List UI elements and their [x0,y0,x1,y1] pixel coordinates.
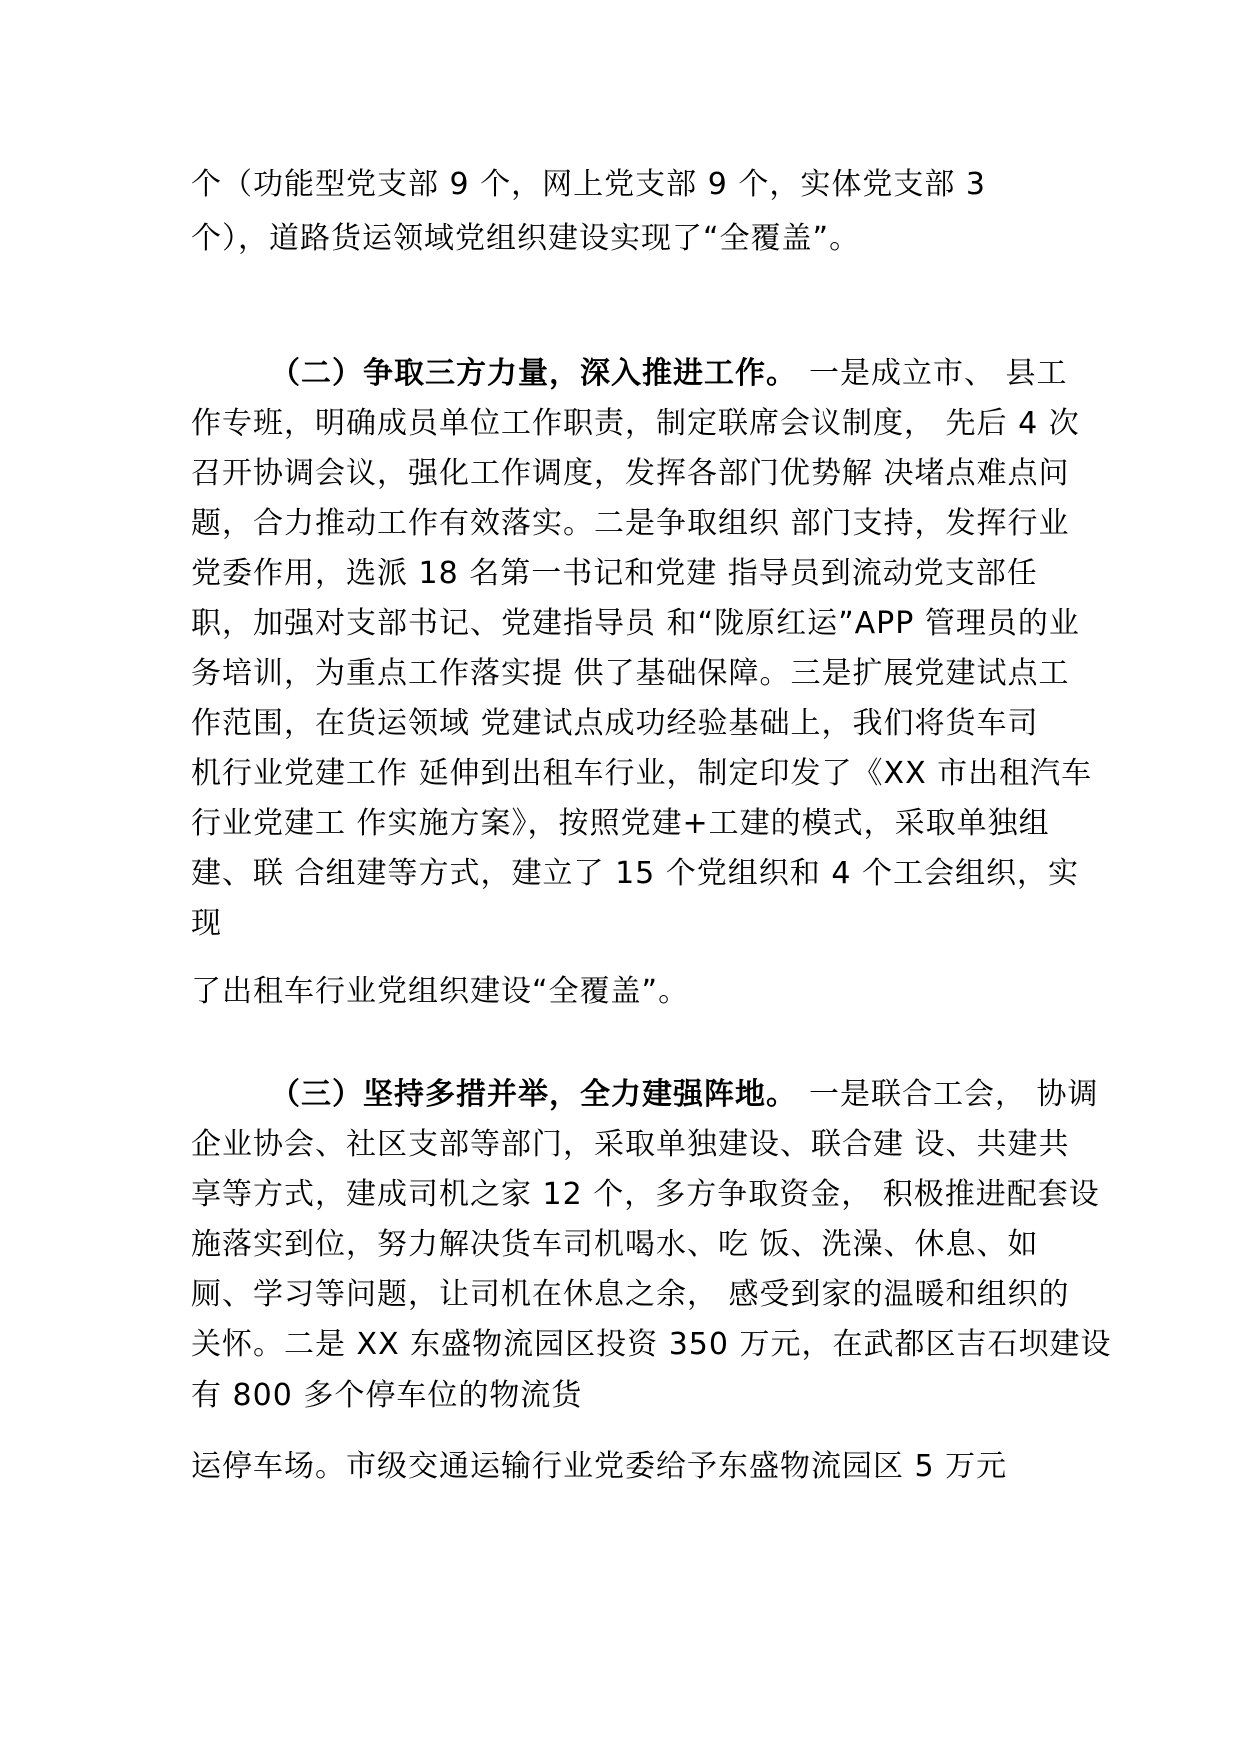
section-heading: （二）争取三方力量，深入推进工作。 [270,356,797,391]
text-line: 党委作用，选派 18 名第一书记和党建 指导员到流动党支部任 [191,556,1038,591]
text-line: 运停车场。市级交通运输行业党委给予东盛物流园区 5 万元 [191,1449,1008,1484]
text-line: 机行业党建工作 延伸到出租车行业，制定印发了《XX 市出租汽车 [191,756,1093,791]
text-line: 个），道路货运领域党组织建设实现了“全覆盖”。 [191,221,861,256]
text-line: 了出租车行业党组织建设“全覆盖”。 [191,974,690,1009]
text-span: 一是联合工会， 协调 [809,1077,1099,1112]
text-line: 召开协调会议，强化工作调度，发挥各部门优势解 决堵点难点问 [191,456,1070,491]
text-line: 个（功能型党支部 9 个，网上党支部 9 个，实体党支部 3 [191,167,986,202]
text-line: 关怀。二是 XX 东盛物流园区投资 350 万元，在武都区吉石坝建设 [191,1327,1112,1362]
section-first-line [270,356,1068,392]
text-line: 作专班，明确成员单位工作职责，制定联席会议制度， 先后 4 次 [191,406,1080,441]
section-first-line [270,1077,1099,1113]
text-line: 建、联 合组建等方式，建立了 15 个党组织和 4 个工会组织，实 [191,856,1079,891]
text-line: 职，加强对支部书记、党建指导员 和“陇原红运”APP 管理员的业 [191,606,1080,641]
text-line: 企业协会、社区支部等部门，采取单独建设、联合建 设、共建共 [191,1127,1070,1162]
text-line: 有 800 多个停车位的物流货 [191,1378,583,1413]
text-span: 一是成立市、 县工 [809,356,1068,391]
text-line: 施落实到位，努力解决货车司机喝水、吃 饭、洗澡、休息、如 [191,1227,1039,1262]
text-line: 务培训，为重点工作落实提 供了基础保障。三是扩展党建试点工 [191,656,1070,691]
text-line: 题，合力推动工作有效落实。二是争取组织 部门支持，发挥行业 [191,506,1070,541]
text-line: 行业党建工 作实施方案》，按照党建+工建的模式，采取单独组 [191,806,1050,841]
text-line: 作范围，在货运领域 党建试点成功经验基础上，我们将货车司 [191,706,1039,741]
text-line: 厕、学习等问题，让司机在休息之余， 感受到家的温暖和组织的 [191,1277,1070,1312]
section-heading: （三）坚持多措并举，全力建强阵地。 [270,1077,797,1112]
text-line: 享等方式，建成司机之家 12 个，多方争取资金， 积极推进配套设 [191,1177,1100,1212]
text-line: 现 [191,906,222,941]
